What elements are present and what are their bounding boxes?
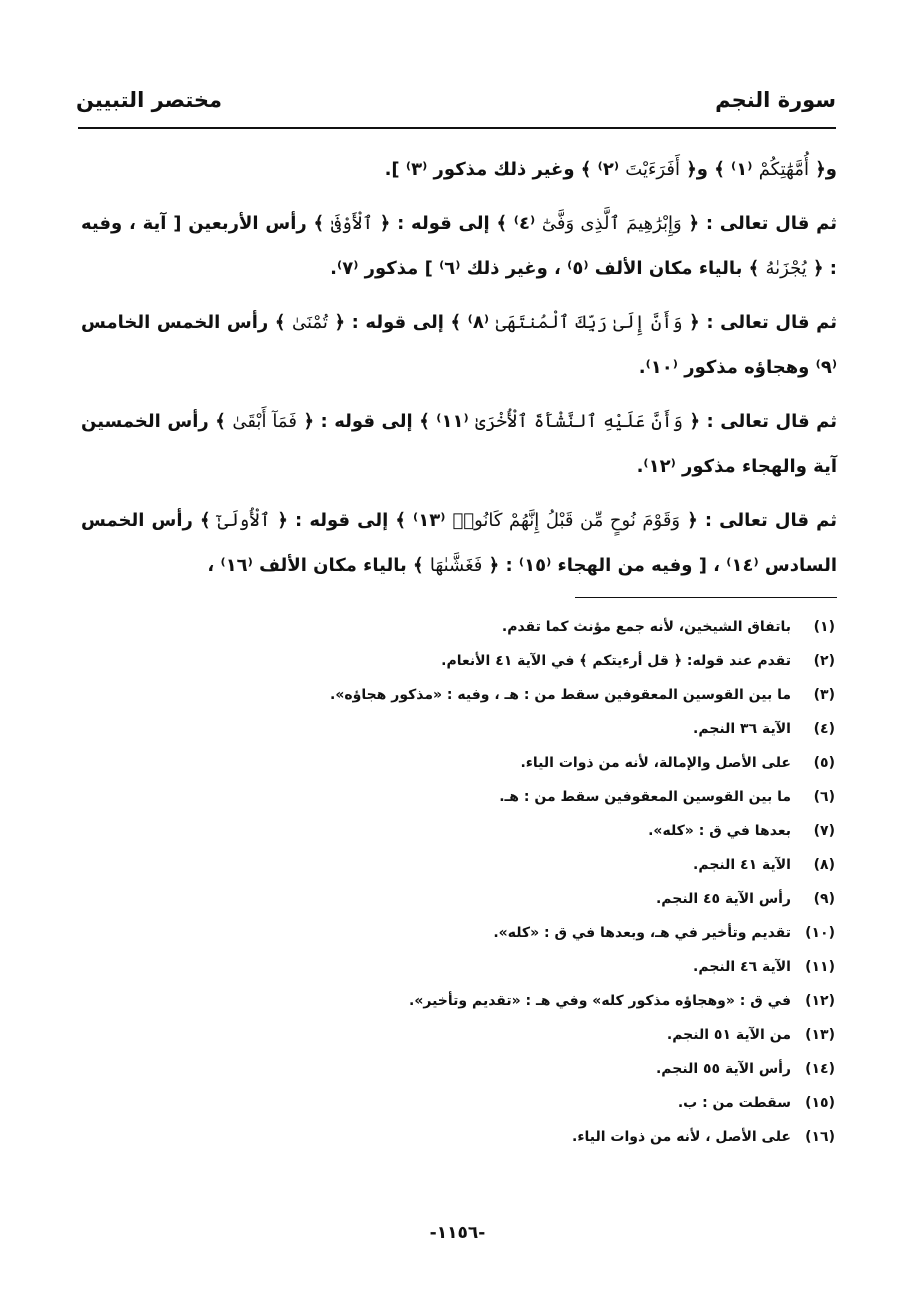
text-run: و﴿ [808,159,837,180]
footnote-number: (٣) [813,687,835,703]
text-run: ثم قال تعالى : ﴿ [682,411,838,432]
quran-quote: فَمَآ أَبْقَىٰ [232,411,297,432]
footnote-text: رأس الآية ٤٥ النجم. [655,891,791,907]
header-rule [78,127,836,129]
footnote-separator [575,597,837,598]
footnote-number: (٤) [813,721,835,737]
footnote [95,850,835,884]
quran-quote: أُمَّهَٰتِكُمْ [758,159,809,180]
body-paragraph [81,147,837,192]
quran-quote: ٱلْأُولَىٰٓ [217,510,271,531]
footnote-text: على الأصل والإمالة، لأنه من ذوات الياء. [520,755,791,771]
footnote-text: تقدم عند قوله: ﴿ قل أرءيتكم ﴾ في الآية ٤١ الأنعام. [441,653,791,669]
footnote-text: من الآية ٥١ النجم. [666,1027,791,1043]
text-run: ثم قال تعالى : ﴿ [681,213,837,234]
text-run: ⁽٤⁾ ﴾ إلى قوله : ﴿ [373,213,542,234]
footnote-number: (٩) [813,891,835,907]
body-paragraph [81,498,837,588]
footnote-text: باتفاق الشيخين، لأنه جمع مؤنث كما تقدم. [501,619,791,635]
footnote-number: (١١) [805,959,835,975]
body-paragraph [81,201,837,291]
surah-title: سورة النجم [715,88,836,112]
footnote-number: (١٥) [805,1095,835,1111]
quran-quote: تُمْنَىٰ [292,312,328,333]
quran-quote: يُجْزَىٰهُ [765,258,807,279]
text-run: ⁽١١⁾ ﴾ إلى قوله : ﴿ [296,411,476,432]
quran-quote: وَأَنَّ عَلَيْهِ ٱلنَّشْأَةَ ٱلْأُخْرَىٰ [475,411,683,432]
footnote-text: الآية ٤٦ النجم. [693,959,791,975]
quran-quote: وَقَوْمَ نُوحٍ مِّن قَبْلُ إِنَّهُمْ كَانُوا۟ [452,510,681,531]
footnote-number: (٦) [813,789,835,805]
footnote-number: (١٦) [805,1129,835,1145]
body-paragraph [81,300,837,390]
footnote-number: (١) [813,619,835,635]
footnote-text: ما بين القوسين المعقوفين سقط من : هـ. [499,789,791,805]
footnote-text: على الأصل ، لأنه من ذوات الياء. [572,1129,791,1145]
footnote [95,714,835,748]
footnote [95,782,835,816]
footnote [95,680,835,714]
footnote-number: (٨) [813,857,835,873]
text-run: ⁽١٣⁾ ﴾ إلى قوله : ﴿ [270,510,453,531]
quran-quote: وَأَنَّ إِلَىٰ رَبِّكَ ٱلْمُنتَهَىٰ [495,312,683,333]
text-run: ﴾ رأس الأربعين [ آية ، وفيه : ﴿ [81,213,837,279]
text-run: ﴾ بالياء مكان الألف ⁽١٦⁾ ، [207,555,430,576]
footnote-text: تقديم وتأخير في هـ، وبعدها في ق : «كله». [493,925,791,941]
text-run: ثم قال تعالى : ﴿ [680,510,838,531]
footnote-text: الآية ٣٦ النجم. [693,721,791,737]
quran-quote: وَإِبْرَٰهِيمَ ٱلَّذِى وَفَّىٰٓ [541,213,682,234]
page-number: -١١٥٦- [429,1223,486,1243]
quran-quote: فَغَشَّىٰهَا [429,555,483,576]
quran-quote: أَفَرَءَيْتَ [625,159,680,180]
text-run: ﴾ رأس الخمسين آية والهجاء مذكور ⁽١٢⁾. [81,411,837,477]
running-header [76,88,836,124]
text-run: ﴾ بالياء مكان الألف ⁽٥⁾ ، وغير ذلك ⁽٦⁾ ] مذكور ⁽٧⁾. [330,258,766,279]
footnote [95,1088,835,1122]
footnote [95,1020,835,1054]
footnote [95,1122,835,1156]
text-run: ⁽٨⁾ ﴾ إلى قوله : ﴿ [327,312,496,333]
body-paragraph [81,399,837,489]
footnote [95,918,835,952]
footnote-list [95,612,835,1156]
footnote [95,884,835,918]
main-text [81,147,837,597]
text-run: ﴾ رأس الخمس الخامس ⁽٩⁾ وهجاؤه مذكور ⁽١٠⁾. [81,312,837,378]
footnote [95,952,835,986]
text-run: ثم قال تعالى : ﴿ [682,312,838,333]
footnote [95,1054,835,1088]
footnote-text: سقطت من : ب. [677,1095,791,1111]
text-run: ⁽٢⁾ ﴾ وغير ذلك مذكور ⁽٣⁾ ]. [384,159,626,180]
quran-quote: ٱلْأَوْفَىٰ [330,213,373,234]
footnote-number: (٧) [813,823,835,839]
footnote [95,986,835,1020]
footnote [95,612,835,646]
footnote-text: رأس الآية ٥٥ النجم. [655,1061,791,1077]
text-run: ﴾ رأس الخمس السادس ⁽١٤⁾ ، [ وفيه من الهجاء ⁽١٥⁾ : ﴿ [81,510,837,576]
footnote-text: في ق : «وهجاؤه مذكور كله» وفي هـ : «تقديم وتأخير». [409,993,791,1009]
footnote-number: (٢) [813,653,835,669]
footnote [95,646,835,680]
footnote-text: ما بين القوسين المعقوفين سقط من : هـ ، وفيه : «مذكور هجاؤه». [330,687,791,703]
footnote [95,748,835,782]
footnote-number: (١٢) [805,993,835,1009]
footnote-number: (١٣) [805,1027,835,1043]
footnote-number: (٥) [813,755,835,771]
footnote [95,816,835,850]
book-title: مختصر التبيين [76,88,223,112]
footnote-text: الآية ٤١ النجم. [693,857,791,873]
footnote-text: بعدها في ق : «كله». [648,823,791,839]
footnote-number: (١٠) [805,925,835,941]
footnote-number: (١٤) [805,1061,835,1077]
text-run: ⁽١⁾ ﴾ و﴿ [679,159,759,180]
